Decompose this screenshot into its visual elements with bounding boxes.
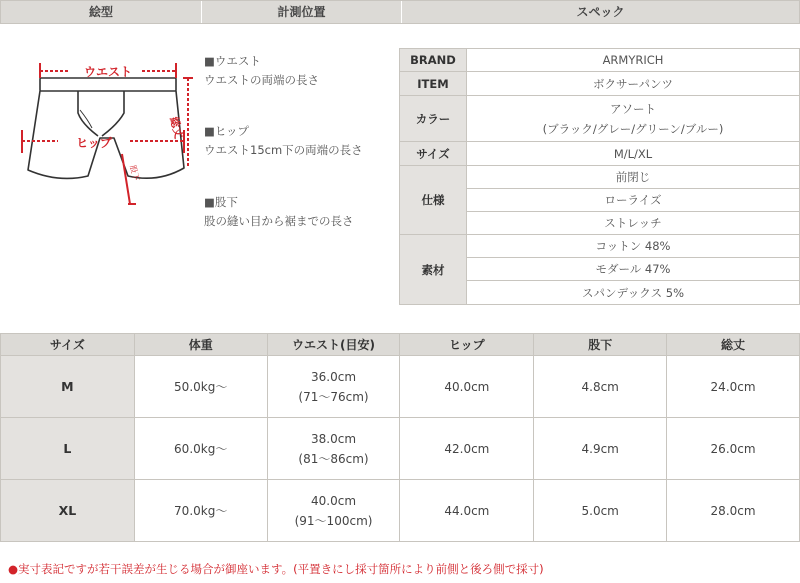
spec-row-item [400,72,800,96]
length-cell: 28.0cm [667,480,800,542]
spec-label: サイズ [400,142,467,166]
size-cell: M [1,356,135,418]
inseam-label: 股下 [128,164,141,182]
hip-label: ヒップ [76,136,112,150]
note-waist [204,52,394,90]
waist-range: (91～100cm) [294,513,373,528]
spec-label: カラー [400,96,467,142]
waist-range: (71～76cm) [298,389,369,404]
col-header: サイズ [1,334,135,356]
weight-cell: 70.0kg～ [134,480,267,542]
col-header: 総丈 [667,334,800,356]
note-title: ■ヒップ [204,124,250,138]
spec-row-material [400,235,800,258]
spec-value: 前閉じ [467,166,800,189]
size-cell: L [1,418,135,480]
spec-row-features [400,166,800,189]
spec-row-size [400,142,800,166]
hip-cell: 40.0cm [400,356,534,418]
note-desc: ウエスト15cm下の両端の長さ [204,143,363,157]
boxer-diagram [18,58,193,218]
waist-value: 40.0cm [311,493,357,508]
spec-value: コットン 48% [467,235,800,258]
col-header: ウエスト(目安) [267,334,400,356]
measurement-disclaimer: ●実寸表記ですが若干誤差が生じる場合が御座います。(平置きにし採寸箇所により前側と後ろ側で採寸) [8,562,544,576]
spec-label: ITEM [400,72,467,96]
spec-value: モダール 47% [467,258,800,281]
waist-cell [267,356,400,418]
spec-row-brand [400,49,800,72]
spec-value [467,96,800,142]
spec-label: 仕様 [400,166,467,235]
boxer-illustration [18,58,193,218]
size-table [0,333,800,542]
spec-value: ストレッチ [467,212,800,235]
length-label: 総丈 [167,115,186,141]
waist-label: ウエスト [83,65,133,79]
header-illustration: 絵型 [88,5,113,19]
note-hip [204,122,394,160]
note-title: ■股下 [204,195,238,209]
weight-cell: 60.0kg～ [134,418,267,480]
note-title: ■ウエスト [204,54,261,68]
hip-cell: 42.0cm [400,418,534,480]
length-cell: 26.0cm [667,418,800,480]
top-header [0,0,800,24]
waist-value: 38.0cm [311,431,357,446]
table-row [1,356,800,418]
inseam-cell: 4.8cm [534,356,667,418]
spec-value: スパンデックス 5% [467,281,800,305]
spec-value: M/L/XL [467,142,800,166]
color-value-main: アソート [610,101,656,116]
col-header: 体重 [134,334,267,356]
note-desc: ウエストの両端の長さ [204,73,319,87]
waist-cell [267,418,400,480]
inseam-cell: 5.0cm [534,480,667,542]
table-row [1,480,800,542]
waist-cell [267,480,400,542]
size-table-header [1,334,800,356]
size-cell: XL [1,480,135,542]
weight-cell: 50.0kg～ [134,356,267,418]
note-inseam [204,193,394,231]
note-desc: 股の縫い目から裾までの長さ [204,214,354,228]
inseam-cell: 4.9cm [534,418,667,480]
waist-value: 36.0cm [311,369,357,384]
waist-range: (81～86cm) [298,451,369,466]
spec-label: 素材 [400,235,467,305]
table-row [1,418,800,480]
spec-value: ARMYRICH [467,49,800,72]
length-cell: 24.0cm [667,356,800,418]
header-measurement: 計測位置 [277,5,326,19]
color-value-detail: (ブラック/グレー/グリーン/ブルー) [542,121,724,136]
col-header: 股下 [534,334,667,356]
spec-row-color [400,96,800,142]
spec-table [399,48,800,305]
spec-value: ローライズ [467,189,800,212]
col-header: ヒップ [400,334,534,356]
header-spec: スペック [576,5,625,19]
hip-cell: 44.0cm [400,480,534,542]
spec-value: ボクサーパンツ [467,72,800,96]
spec-label: BRAND [400,49,467,72]
